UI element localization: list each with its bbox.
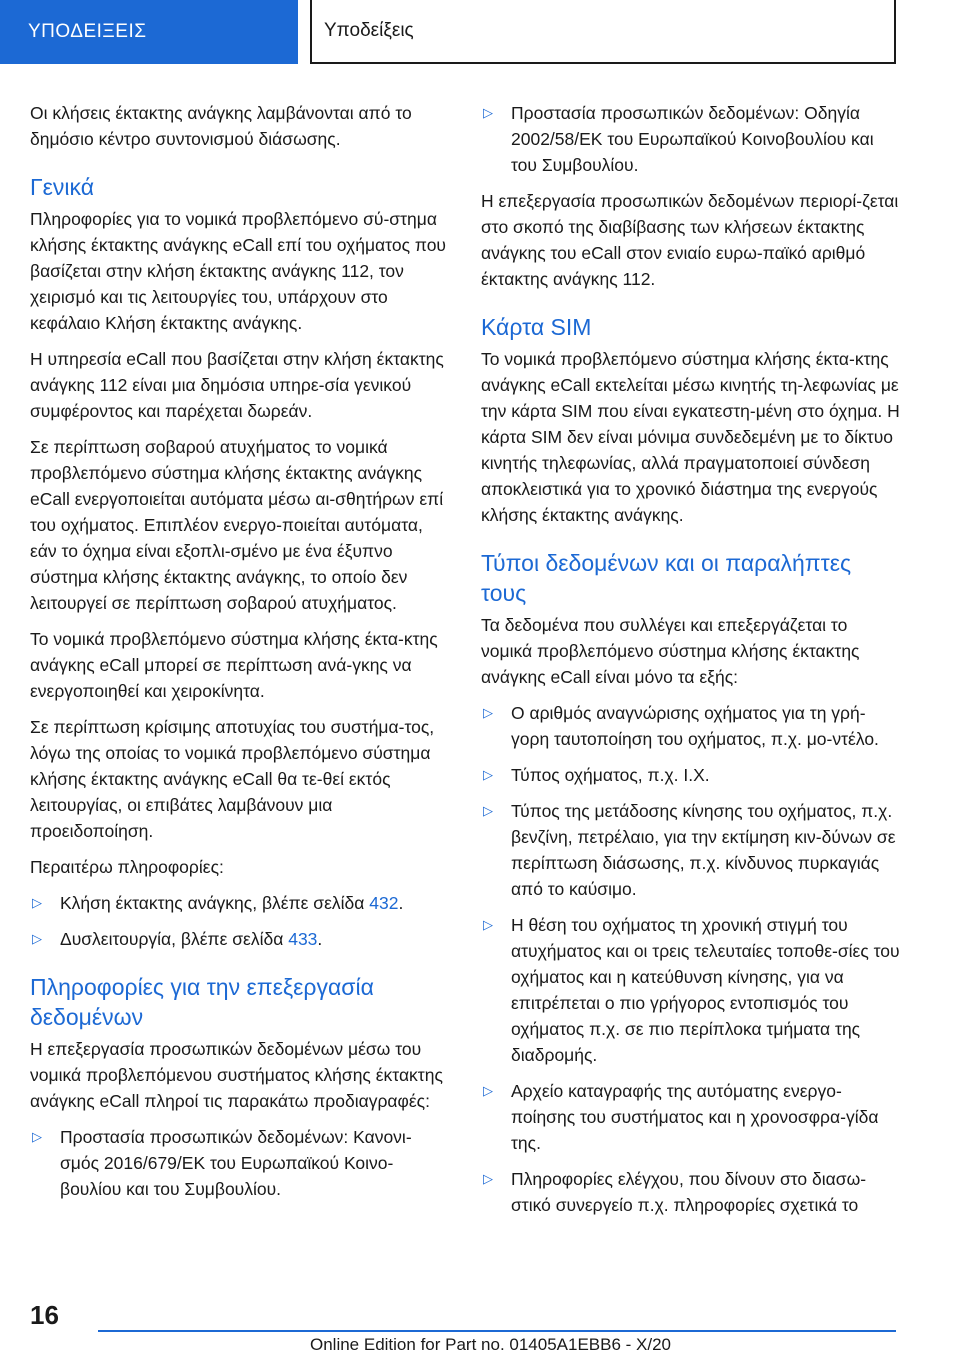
list-item bbox=[481, 762, 901, 788]
general-paragraph-1: Πληροφορίες για το νομικά προβλεπόμενο σύ-στημα κλήσης έκτακτης ανάγκης eCall επί του οχήματος που βασίζεται στην κλήση έκτακτης ανάγκης 112, τον χειρισμό και τις λειτουργίες του, υπάρχουν στο κεφάλαιο Κλήση έκτακτης ανάγκης. bbox=[30, 209, 447, 333]
page-link-432[interactable]: 432 bbox=[369, 893, 399, 913]
reference-item-malfunction bbox=[30, 926, 450, 952]
triangle-bullet-icon: ▷ bbox=[32, 1129, 42, 1144]
processing-list-right bbox=[481, 100, 901, 178]
data-types-list bbox=[481, 700, 901, 1218]
intro-paragraph: Οι κλήσεις έκτακτης ανάγκης λαμβάνονται από το δημόσιο κέντρο συντονισμού διάσωσης. bbox=[30, 103, 412, 149]
data-types-heading: Τύποι δεδομένων και οι παραλήπτες τους bbox=[481, 550, 852, 606]
reference-end: . bbox=[398, 893, 404, 913]
list-item-text: Αρχείο καταγραφής της αυτόματης ενεργο-ποίησης του συστήματος και η χρονοσφρα-γίδα της. bbox=[511, 1081, 879, 1153]
reference-list bbox=[30, 890, 450, 952]
triangle-bullet-icon: ▷ bbox=[32, 895, 42, 910]
processing-list-left bbox=[30, 1124, 450, 1202]
list-item-text: Πληροφορίες ελέγχου, που δίνουν στο διασω-στικό συνεργείο π.χ. πληροφορίες σχετικά το bbox=[511, 1169, 867, 1215]
processing-paragraph-2: Η επεξεργασία προσωπικών δεδομένων περιορί-ζεται στο σκοπό της διαβίβασης των κλήσεων έκτακτης ανάγκης του eCall στον ενιαίο ευρω-παϊκό αριθμό έκτακτης ανάγκης 112. bbox=[481, 191, 899, 289]
data-types-paragraph: Τα δεδομένα που συλλέγει και επεξεργάζεται το νομικά προβλεπόμενο σύστημα κλήσης έκτακτης ανάγκης eCall είναι μόνο τα εξής: bbox=[481, 615, 860, 687]
triangle-bullet-icon: ▷ bbox=[483, 767, 493, 782]
sim-heading: Κάρτα SIM bbox=[481, 314, 592, 340]
section-tab: ΥΠΟΔΕΙΞΕΙΣ bbox=[0, 0, 298, 64]
general-paragraph-2: Η υπηρεσία eCall που βασίζεται στην κλήση έκτακτης ανάγκης 112 είναι μια δημόσια υπηρε-σία γενικού συμφέροντος και παρέχεται δωρεάν. bbox=[30, 349, 444, 421]
triangle-bullet-icon: ▷ bbox=[483, 803, 493, 818]
general-paragraph-5: Σε περίπτωση κρίσιμης αποτυχίας του συστήμα-τος, λόγω της οποίας το νομικά προβλεπόμενο σύστημα κλήσης έκτακτης ανάγκης eCall θα τε-θεί εκτός λειτουργίας, οι επιβάτες λαμβάνουν μια προειδοποίηση. bbox=[30, 717, 435, 841]
triangle-bullet-icon: ▷ bbox=[32, 931, 42, 946]
triangle-bullet-icon: ▷ bbox=[483, 705, 493, 720]
reference-end: . bbox=[317, 929, 323, 949]
reference-item-emergency-call bbox=[30, 890, 450, 916]
list-item bbox=[481, 912, 901, 1068]
list-item-text: Τύπος της μετάδοσης κίνησης του οχήματος, π.χ. βενζίνη, πετρέλαιο, για την εκτίμηση κιν-δύνων σε περίπτωση διάσωσης, π.χ. κίνδυνος πυρκαγιάς από το καύσιμο. bbox=[511, 801, 896, 899]
list-item-text: Ο αριθμός αναγνώρισης οχήματος για τη γρή-γορη ταυτοποίηση του οχήματος, π.χ. μο-ντέλο. bbox=[511, 703, 879, 749]
list-item-text: Τύπος οχήματος, π.χ. Ι.Χ. bbox=[511, 765, 710, 785]
list-item bbox=[481, 700, 901, 752]
list-item bbox=[481, 1166, 901, 1218]
triangle-bullet-icon: ▷ bbox=[483, 917, 493, 932]
list-item-text: Η θέση του οχήματος τη χρονική στιγμή του ατυχήματος και οι τρεις τελευταίες τοποθε-σίες του οχήματος και η κατεύθυνση κίνησης, για να επιτρέπεται ο πιο γρήγορος εντοπισμός του οχήματος π.χ. σε πιο περίπλοκα τμήματα της διαδρομής. bbox=[511, 915, 900, 1065]
processing-heading: Πληροφορίες για την επεξεργασία δεδομένων bbox=[30, 974, 374, 1030]
list-item-text: Προστασία προσωπικών δεδομένων: Οδηγία 2002/58/ΕΚ του Ευρωπαϊκού Κοινοβουλίου και του Συμβουλίου. bbox=[511, 103, 874, 175]
triangle-bullet-icon: ▷ bbox=[483, 1171, 493, 1186]
list-item bbox=[30, 1124, 450, 1202]
more-info-label: Περαιτέρω πληροφορίες: bbox=[30, 857, 224, 877]
general-paragraph-3: Σε περίπτωση σοβαρού ατυχήματος το νομικά προβλεπόμενο σύστημα κλήσης έκτακτης ανάγκης eCall ενεργοποιείται αυτόματα μέσω αι-σθητήρων επί του οχήματος. Επιπλέον ενεργο-ποιείται αυτόματα, εάν το όχημα είναι εξοπλι-σμένο με ένα έξυπνο σύστημα κλήσης έκτακτης ανάγκης, το οποίο δεν λειτουργεί σε περίπτωση σοβαρού ατυχήματος. bbox=[30, 437, 444, 613]
page-title-text: Υποδείξεις bbox=[324, 20, 414, 41]
page-link-433[interactable]: 433 bbox=[288, 929, 318, 949]
triangle-bullet-icon: ▷ bbox=[483, 105, 493, 120]
triangle-bullet-icon: ▷ bbox=[483, 1083, 493, 1098]
list-item-text: Προστασία προσωπικών δεδομένων: Κανονι-σμός 2016/679/ΕΚ του Ευρωπαϊκού Κοινο-βουλίου και του Συμβουλίου. bbox=[60, 1127, 412, 1199]
list-item bbox=[481, 798, 901, 902]
right-column bbox=[481, 100, 901, 1228]
reference-text: Δυσλειτουργία, βλέπε σελίδα bbox=[60, 929, 289, 949]
processing-paragraph-1: Η επεξεργασία προσωπικών δεδομένων μέσω του νομικά προβλεπόμενου συστήματος κλήσης έκτακτης ανάγκης eCall πληροί τις παρακάτω προδιαγραφές: bbox=[30, 1039, 443, 1111]
footer-divider bbox=[98, 1330, 896, 1332]
page-title bbox=[312, 0, 896, 64]
sim-paragraph: Το νομικά προβλεπόμενο σύστημα κλήσης έκτα-κτης ανάγκης eCall εκτελείται μέσω κινητής τη-λεφωνίας με την κάρτα SIM που είναι εγκατεστη-μένη στο όχημα. Η κάρτα SIM δεν είναι μόνιμα συνδεδεμένη με το δίκτυο κινητής τηλεφωνίας, αλλά πραγματοποιεί σύνδεση αποκλειστικά για το χρονικό διάστημα της ενεργούς κλήσης έκτακτης ανάγκης. bbox=[481, 349, 900, 525]
general-paragraph-4: Το νομικά προβλεπόμενο σύστημα κλήσης έκτα-κτης ανάγκης eCall μπορεί σε περίπτωση ανά-γκης να ενεργοποιηθεί και χειροκίνητα. bbox=[30, 629, 438, 701]
reference-text: Κλήση έκτακτης ανάγκης, βλέπε σελίδα bbox=[60, 893, 370, 913]
list-item bbox=[481, 1078, 901, 1156]
page-number: 16 bbox=[30, 1300, 59, 1330]
left-column bbox=[30, 100, 450, 1212]
footer-edition: Online Edition for Part no. 01405A1EBB6 - X/20 bbox=[310, 1335, 672, 1354]
general-heading: Γενικά bbox=[30, 174, 95, 200]
list-item bbox=[481, 100, 901, 178]
